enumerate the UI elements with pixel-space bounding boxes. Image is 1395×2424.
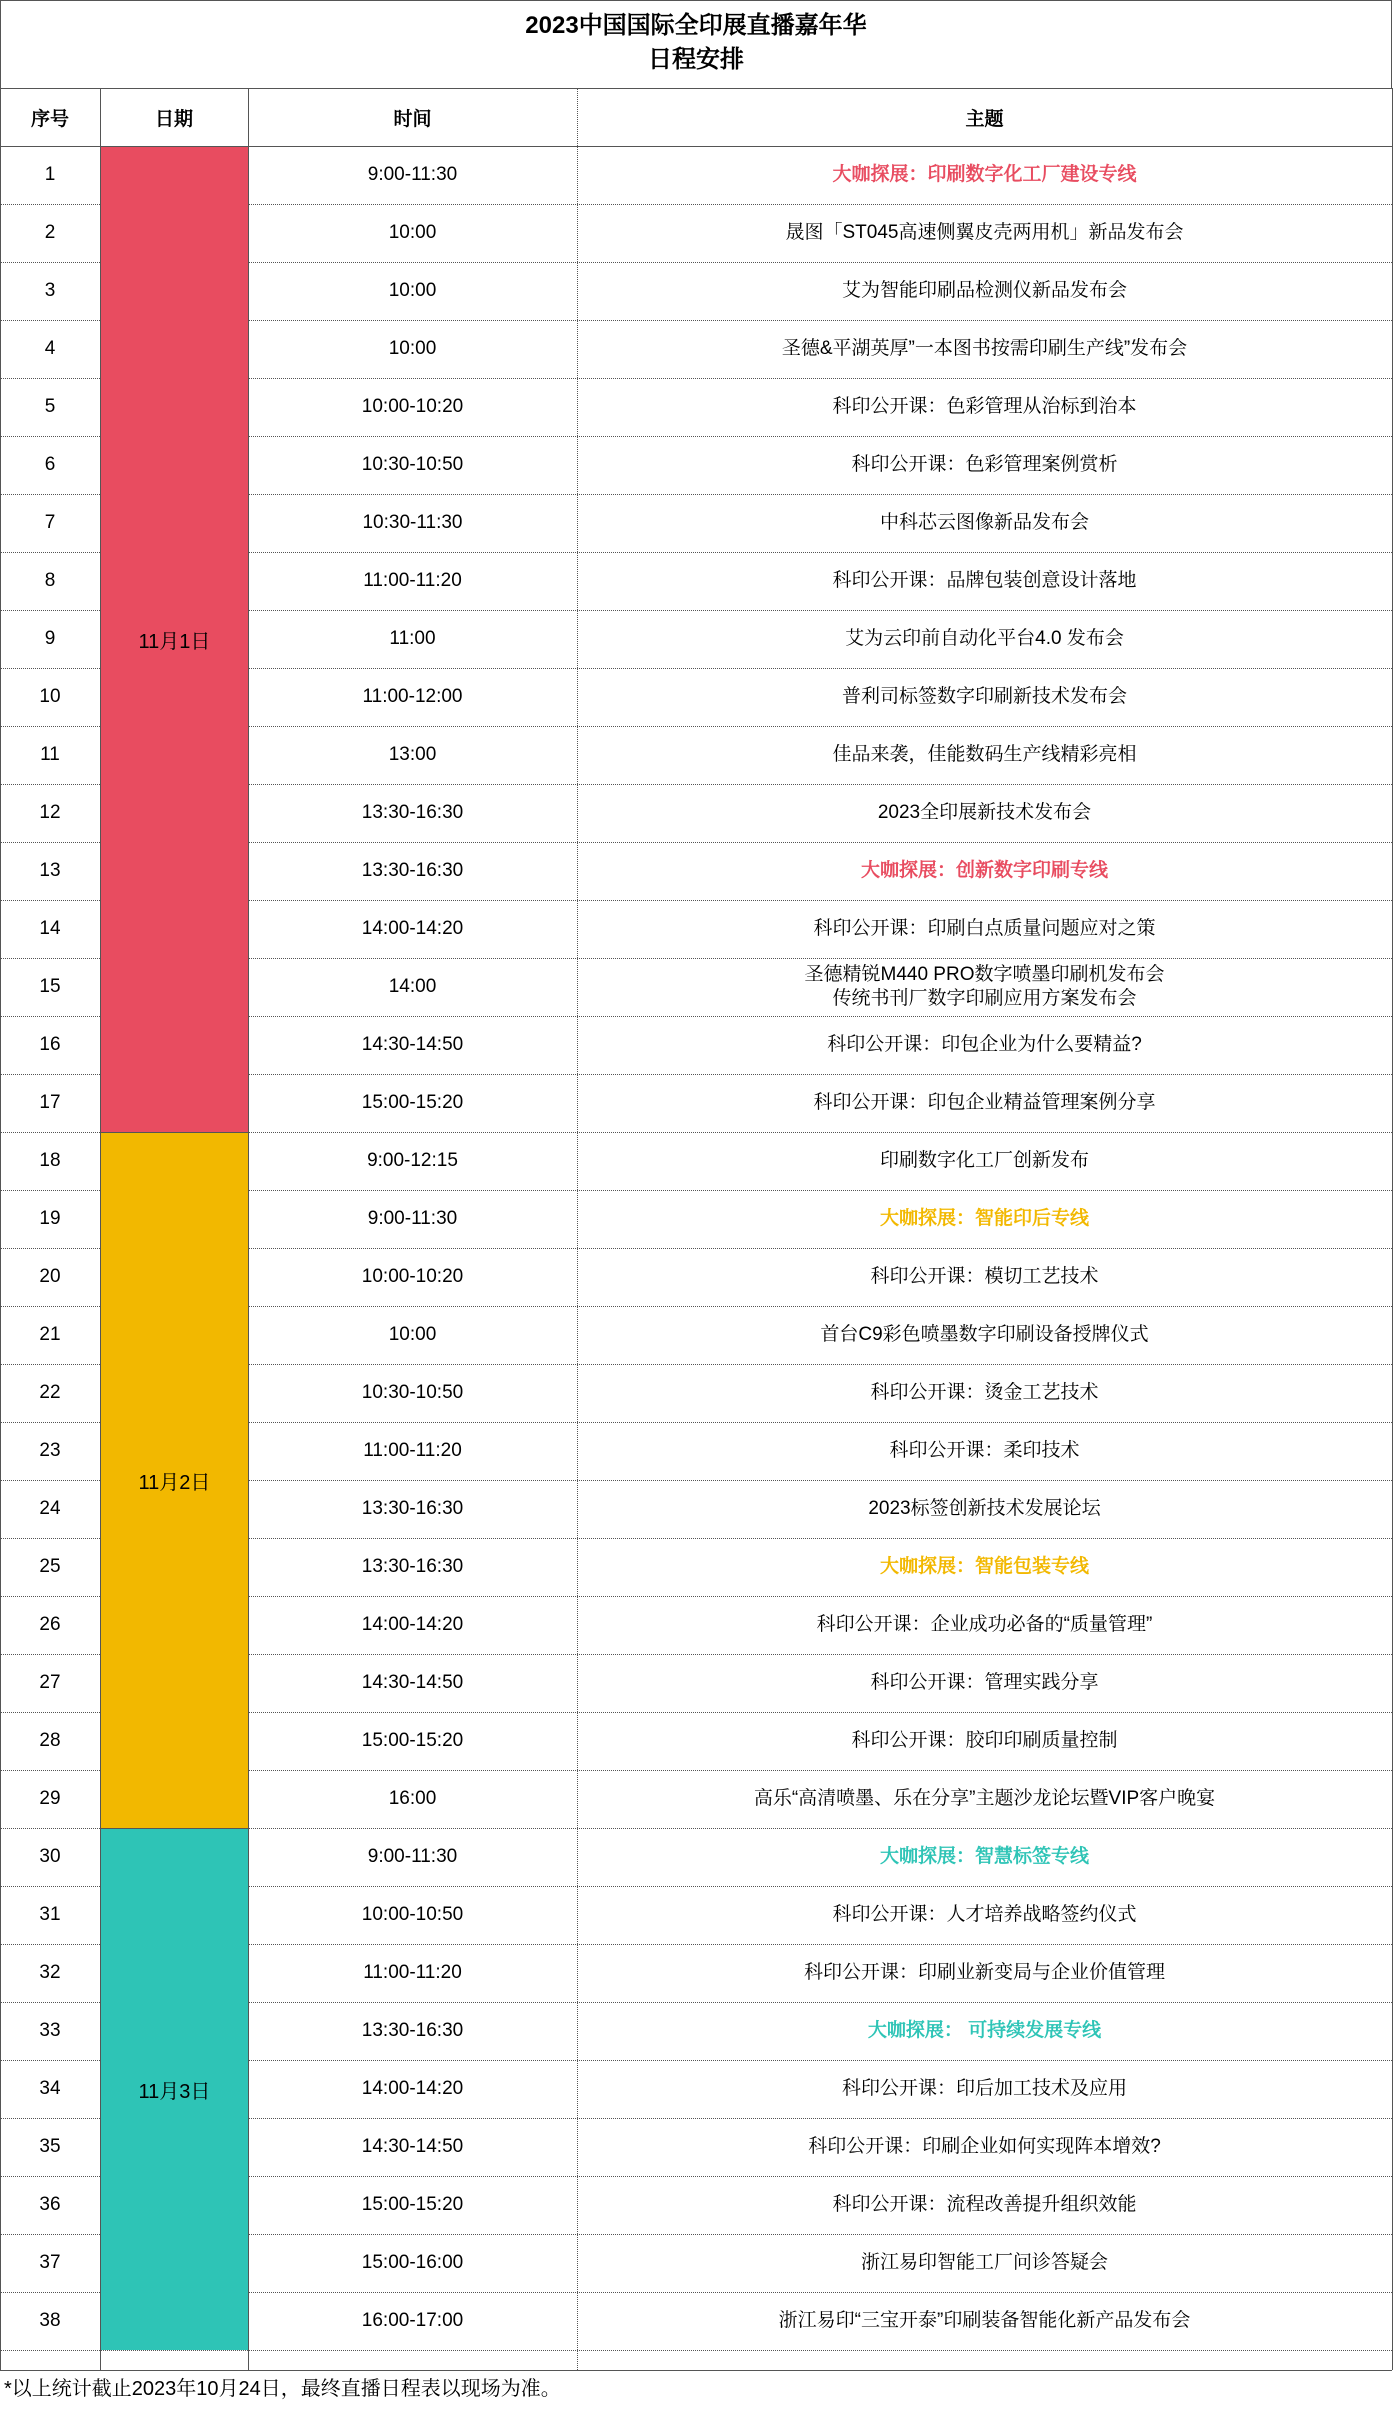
row-33-index: 33: [39, 2020, 61, 2041]
row-38-topic-text: 浙江易印“三宝开泰”印刷装备智能化新产品发布会: [778, 2310, 1191, 2331]
row-11-index: 11: [40, 744, 60, 765]
row-divider: [0, 2370, 1392, 2371]
row-divider: [248, 1654, 1392, 1655]
row-36-topic-text: 科印公开课：流程改善提升组织效能: [832, 2194, 1137, 2215]
header-topic: 主题: [965, 108, 1004, 130]
row-divider: [248, 610, 1392, 611]
row-36-index: 36: [39, 2194, 61, 2215]
row-9-index: 9: [44, 628, 56, 649]
column-divider: [577, 88, 578, 2370]
row-3-topic: [577, 262, 1392, 320]
row-22-time: 10:30-10:50: [361, 1382, 464, 1403]
row-19-time: 9:00-11:30: [367, 1208, 458, 1229]
row-divider: [0, 1190, 100, 1191]
row-divider: [0, 320, 100, 321]
row-20-time: 10:00-10:20: [361, 1266, 464, 1287]
row-5-time: 10:00-10:20: [361, 396, 464, 417]
row-18-time: 9:00-12:15: [367, 1150, 458, 1171]
row-8-topic-text: 科印公开课：品牌包装创意设计落地: [832, 570, 1137, 591]
row-divider: [0, 88, 1392, 89]
row-13-time: 13:30-16:30: [361, 860, 464, 881]
row-divider: [248, 1074, 1392, 1075]
row-23-time: 11:00-11:20: [363, 1440, 462, 1461]
row-30-time: 9:00-11:30: [367, 1846, 458, 1867]
row-divider: [0, 1770, 100, 1771]
title-line-1: 2023中国国际全印展直播嘉年华: [525, 12, 867, 39]
row-divider: [0, 958, 100, 959]
row-7-index: 7: [44, 512, 56, 533]
row-divider: [248, 1596, 1392, 1597]
row-10-topic-text: 普利司标签数字印刷新技术发布会: [841, 686, 1127, 707]
row-13-topic-text: 大咖探展：创新数字印刷专线: [860, 860, 1108, 881]
row-21-index: 21: [39, 1324, 61, 1345]
row-21-topic-text: 首台C9彩色喷墨数字印刷设备授牌仪式: [820, 1324, 1149, 1345]
row-10-index: 10: [39, 686, 61, 707]
row-2-time: 10:00: [388, 222, 437, 243]
row-divider: [248, 784, 1392, 785]
row-divider: [0, 146, 1392, 147]
row-10-topic: [577, 668, 1392, 726]
row-16-time: 14:30-14:50: [361, 1034, 464, 1055]
row-divider: [248, 1712, 1392, 1713]
date-block-3: 11月3日: [101, 1828, 248, 2350]
row-14-index: 14: [39, 918, 61, 939]
row-36-topic: [577, 2176, 1392, 2234]
row-1-topic: [577, 146, 1392, 204]
row-divider: [248, 726, 1392, 727]
row-divider: [0, 1364, 100, 1365]
row-divider: [0, 2060, 100, 2061]
row-9-topic-text: 艾为云印前自动化平台4.0 发布会: [845, 628, 1124, 649]
row-divider: [248, 1422, 1392, 1423]
row-divider: [248, 1132, 1392, 1133]
row-divider: [248, 900, 1392, 901]
row-15-topic-text-2: 传统书刊厂数字印刷应用方案发布会: [832, 988, 1137, 1009]
row-divider: [0, 552, 100, 553]
row-divider: [248, 262, 1392, 263]
row-14-topic: [577, 900, 1392, 958]
row-31-topic: [577, 1886, 1392, 1944]
row-28-topic: [577, 1712, 1392, 1770]
schedule-table: [0, 88, 1392, 2370]
row-31-time: 10:00-10:50: [361, 1904, 464, 1925]
row-divider: [248, 494, 1392, 495]
row-22-topic: [577, 1364, 1392, 1422]
row-22-index: 22: [39, 1382, 61, 1403]
row-27-index: 27: [39, 1672, 61, 1693]
row-37-index: 37: [39, 2252, 61, 2273]
row-18-topic-text: 印刷数字化工厂创新发布: [879, 1150, 1089, 1171]
title-line-2: 日程安排: [648, 46, 744, 73]
row-divider: [0, 2292, 100, 2293]
sheet-title: [0, 0, 1392, 88]
row-15-time: 14:00: [388, 976, 437, 997]
row-20-topic: [577, 1248, 1392, 1306]
row-32-topic: [577, 1944, 1392, 2002]
row-divider: [0, 1422, 100, 1423]
row-25-time: 13:30-16:30: [361, 1556, 464, 1577]
row-15-index: 15: [39, 976, 61, 997]
row-divider: [0, 2350, 1392, 2351]
row-10-time: 11:00-12:00: [362, 686, 463, 707]
row-divider: [248, 1770, 1392, 1771]
row-divider: [0, 2176, 100, 2177]
row-16-index: 16: [39, 1034, 61, 1055]
row-divider: [100, 1828, 248, 1829]
row-6-topic: [577, 436, 1392, 494]
row-2-topic: [577, 204, 1392, 262]
row-18-index: 18: [39, 1150, 61, 1171]
row-6-topic-text: 科印公开课：色彩管理案例赏析: [851, 454, 1118, 475]
row-34-time: 14:00-14:20: [361, 2078, 464, 2099]
row-divider: [0, 1944, 100, 1945]
row-divider: [248, 842, 1392, 843]
row-13-index: 13: [39, 860, 61, 881]
row-18-topic: [577, 1132, 1392, 1190]
row-divider: [248, 2060, 1392, 2061]
row-8-topic: [577, 552, 1392, 610]
row-7-topic: [577, 494, 1392, 552]
row-divider: [248, 1190, 1392, 1191]
row-13-topic: [577, 842, 1392, 900]
row-divider: [0, 2002, 100, 2003]
row-23-topic: [577, 1422, 1392, 1480]
row-27-time: 14:30-14:50: [361, 1672, 464, 1693]
row-19-topic: [577, 1190, 1392, 1248]
row-divider: [248, 1364, 1392, 1365]
row-12-time: 13:30-16:30: [361, 802, 464, 823]
header-time: 时间: [393, 108, 432, 130]
row-30-index: 30: [39, 1846, 61, 1867]
row-22-topic-text: 科印公开课：烫金工艺技术: [870, 1382, 1099, 1403]
row-30-topic-text: 大咖探展：智慧标签专线: [879, 1846, 1089, 1867]
row-25-topic-text: 大咖探展：智能包装专线: [879, 1556, 1089, 1577]
row-26-index: 26: [39, 1614, 61, 1635]
row-34-index: 34: [39, 2078, 61, 2099]
row-1-topic-text: 大咖探展：印刷数字化工厂建设专线: [832, 164, 1137, 185]
row-divider: [0, 1248, 100, 1249]
row-12-topic: [577, 784, 1392, 842]
row-5-index: 5: [44, 396, 56, 417]
row-19-index: 19: [39, 1208, 61, 1229]
row-28-index: 28: [39, 1730, 61, 1751]
row-34-topic: [577, 2060, 1392, 2118]
row-36-time: 15:00-15:20: [361, 2194, 464, 2215]
row-24-topic-text: 2023标签创新技术发展论坛: [868, 1498, 1101, 1519]
header-index: 序号: [30, 108, 69, 130]
row-31-topic-text: 科印公开课：人才培养战略签约仪式: [832, 1904, 1137, 1925]
row-2-topic-text: 晟图「ST045高速侧翼皮壳两用机」新品发布会: [785, 222, 1184, 243]
row-divider: [0, 378, 100, 379]
row-32-time: 11:00-11:20: [363, 1962, 462, 1983]
row-32-index: 32: [39, 1962, 61, 1983]
row-divider: [0, 1480, 100, 1481]
row-divider: [248, 1306, 1392, 1307]
row-11-topic: [577, 726, 1392, 784]
row-17-topic: [577, 1074, 1392, 1132]
row-14-time: 14:00-14:20: [361, 918, 464, 939]
row-24-index: 24: [39, 1498, 61, 1519]
row-27-topic-text: 科印公开课：管理实践分享: [870, 1672, 1099, 1693]
row-35-index: 35: [39, 2136, 61, 2157]
row-21-topic: [577, 1306, 1392, 1364]
row-14-topic-text: 科印公开课：印刷白点质量问题应对之策: [813, 918, 1156, 939]
column-divider: [0, 88, 1, 2370]
row-divider: [248, 2292, 1392, 2293]
row-divider: [0, 2118, 100, 2119]
row-25-index: 25: [39, 1556, 61, 1577]
row-17-topic-text: 科印公开课：印包企业精益管理案例分享: [813, 1092, 1156, 1113]
row-1-index: 1: [44, 164, 56, 185]
row-27-topic: [577, 1654, 1392, 1712]
row-6-time: 10:30-10:50: [361, 454, 464, 475]
row-divider: [248, 204, 1392, 205]
row-divider: [248, 668, 1392, 669]
row-12-topic-text: 2023全印展新技术发布会: [877, 802, 1092, 823]
row-divider: [248, 958, 1392, 959]
row-divider: [0, 1016, 100, 1017]
row-divider: [0, 1596, 100, 1597]
row-12-index: 12: [39, 802, 61, 823]
row-29-topic-text: 高乐“高清喷墨、乐在分享”主题沙龙论坛暨VIP客户晚宴: [753, 1788, 1216, 1809]
row-20-topic-text: 科印公开课：模切工艺技术: [870, 1266, 1099, 1287]
row-divider: [248, 1480, 1392, 1481]
row-29-index: 29: [39, 1788, 61, 1809]
row-19-topic-text: 大咖探展：智能印后专线: [879, 1208, 1089, 1229]
row-25-topic: [577, 1538, 1392, 1596]
row-divider: [0, 1074, 100, 1075]
footnote: *以上统计截止2023年10月24日，最终直播日程表以现场为准。: [4, 2378, 561, 2400]
row-divider: [0, 2234, 100, 2235]
row-divider: [248, 2234, 1392, 2235]
row-divider: [100, 1132, 248, 1133]
row-32-topic-text: 科印公开课：印刷业新变局与企业价值管理: [803, 1962, 1165, 1983]
row-20-index: 20: [39, 1266, 61, 1287]
row-3-time: 10:00: [388, 280, 437, 301]
row-5-topic-text: 科印公开课：色彩管理从治标到治本: [832, 396, 1137, 417]
row-divider: [248, 1886, 1392, 1887]
row-divider: [248, 1248, 1392, 1249]
row-15-topic: [577, 958, 1392, 1016]
row-divider: [0, 1538, 100, 1539]
row-divider: [248, 320, 1392, 321]
row-divider: [0, 726, 100, 727]
row-26-topic-text: 科印公开课：企业成功必备的“质量管理”: [816, 1614, 1153, 1635]
row-4-topic-text: 圣德&平湖英厚”一本图书按需印刷生产线”发布会: [781, 338, 1188, 359]
row-divider: [0, 1886, 100, 1887]
row-38-index: 38: [39, 2310, 61, 2331]
row-divider: [248, 1944, 1392, 1945]
row-31-index: 31: [39, 1904, 61, 1925]
row-divider: [248, 2002, 1392, 2003]
row-30-topic: [577, 1828, 1392, 1886]
row-7-topic-text: 中科芯云图像新品发布会: [879, 512, 1089, 533]
row-divider: [248, 1828, 1392, 1829]
row-divider: [0, 900, 100, 901]
row-37-topic-text: 浙江易印智能工厂问诊答疑会: [860, 2252, 1108, 2273]
row-26-time: 14:00-14:20: [361, 1614, 464, 1635]
row-37-topic: [577, 2234, 1392, 2292]
row-divider: [0, 784, 100, 785]
row-4-index: 4: [44, 338, 56, 359]
row-2-index: 2: [44, 222, 56, 243]
row-37-time: 15:00-16:00: [361, 2252, 464, 2273]
row-divider: [248, 378, 1392, 379]
row-divider: [0, 204, 100, 205]
row-38-time: 16:00-17:00: [361, 2310, 464, 2331]
row-24-topic: [577, 1480, 1392, 1538]
row-6-index: 6: [44, 454, 56, 475]
row-divider: [248, 552, 1392, 553]
row-9-topic: [577, 610, 1392, 668]
row-divider: [0, 1712, 100, 1713]
row-divider: [0, 842, 100, 843]
row-24-time: 13:30-16:30: [361, 1498, 464, 1519]
row-11-topic-text: 佳品来袭，佳能数码生产线精彩亮相: [832, 744, 1137, 765]
row-divider: [0, 1654, 100, 1655]
row-3-topic-text: 艾为智能印刷品检测仪新品发布会: [841, 280, 1127, 301]
row-29-topic: [577, 1770, 1392, 1828]
row-21-time: 10:00: [388, 1324, 437, 1345]
date-block-1: 11月1日: [101, 146, 248, 1132]
row-29-time: 16:00: [388, 1788, 437, 1809]
row-divider: [0, 1132, 100, 1133]
row-17-index: 17: [39, 1092, 61, 1113]
column-divider: [248, 88, 249, 2370]
row-divider: [248, 2176, 1392, 2177]
row-23-index: 23: [39, 1440, 61, 1461]
date-block-2: 11月2日: [101, 1132, 248, 1828]
row-divider: [0, 262, 100, 263]
row-1-time: 9:00-11:30: [367, 164, 458, 185]
row-divider: [0, 1306, 100, 1307]
row-23-topic-text: 科印公开课：柔印技术: [889, 1440, 1080, 1461]
row-divider: [248, 1016, 1392, 1017]
row-4-time: 10:00: [388, 338, 437, 359]
row-33-topic-text: 大咖探展： 可持续发展专线: [867, 2020, 1102, 2041]
row-divider: [0, 610, 100, 611]
row-4-topic: [577, 320, 1392, 378]
row-35-time: 14:30-14:50: [361, 2136, 464, 2157]
row-divider: [248, 1538, 1392, 1539]
row-34-topic-text: 科印公开课：印后加工技术及应用: [841, 2078, 1127, 2099]
row-33-time: 13:30-16:30: [361, 2020, 464, 2041]
row-divider: [0, 494, 100, 495]
row-8-time: 11:00-11:20: [363, 570, 462, 591]
row-divider: [0, 668, 100, 669]
row-divider: [248, 2118, 1392, 2119]
row-8-index: 8: [44, 570, 56, 591]
row-28-topic-text: 科印公开课：胶印印刷质量控制: [851, 1730, 1118, 1751]
row-16-topic-text: 科印公开课：印包企业为什么要精益?: [827, 1034, 1142, 1055]
row-28-time: 15:00-15:20: [361, 1730, 464, 1751]
row-7-time: 10:30-11:30: [362, 512, 463, 533]
row-15-topic-text: 圣德精锐M440 PRO数字喷墨印刷机发布会: [804, 964, 1165, 985]
row-26-topic: [577, 1596, 1392, 1654]
column-divider: [100, 88, 101, 2370]
column-divider: [1392, 88, 1393, 2370]
row-divider: [0, 1828, 100, 1829]
row-3-index: 3: [44, 280, 56, 301]
row-9-time: 11:00: [389, 628, 436, 649]
row-35-topic: [577, 2118, 1392, 2176]
header-date: 日期: [154, 108, 193, 130]
row-11-time: 13:00: [388, 744, 437, 765]
row-38-topic: [577, 2292, 1392, 2350]
row-35-topic-text: 科印公开课：印刷企业如何实现阵本增效?: [808, 2136, 1161, 2157]
row-16-topic: [577, 1016, 1392, 1074]
row-17-time: 15:00-15:20: [361, 1092, 464, 1113]
row-5-topic: [577, 378, 1392, 436]
row-divider: [0, 436, 100, 437]
row-divider: [248, 436, 1392, 437]
row-33-topic: [577, 2002, 1392, 2060]
